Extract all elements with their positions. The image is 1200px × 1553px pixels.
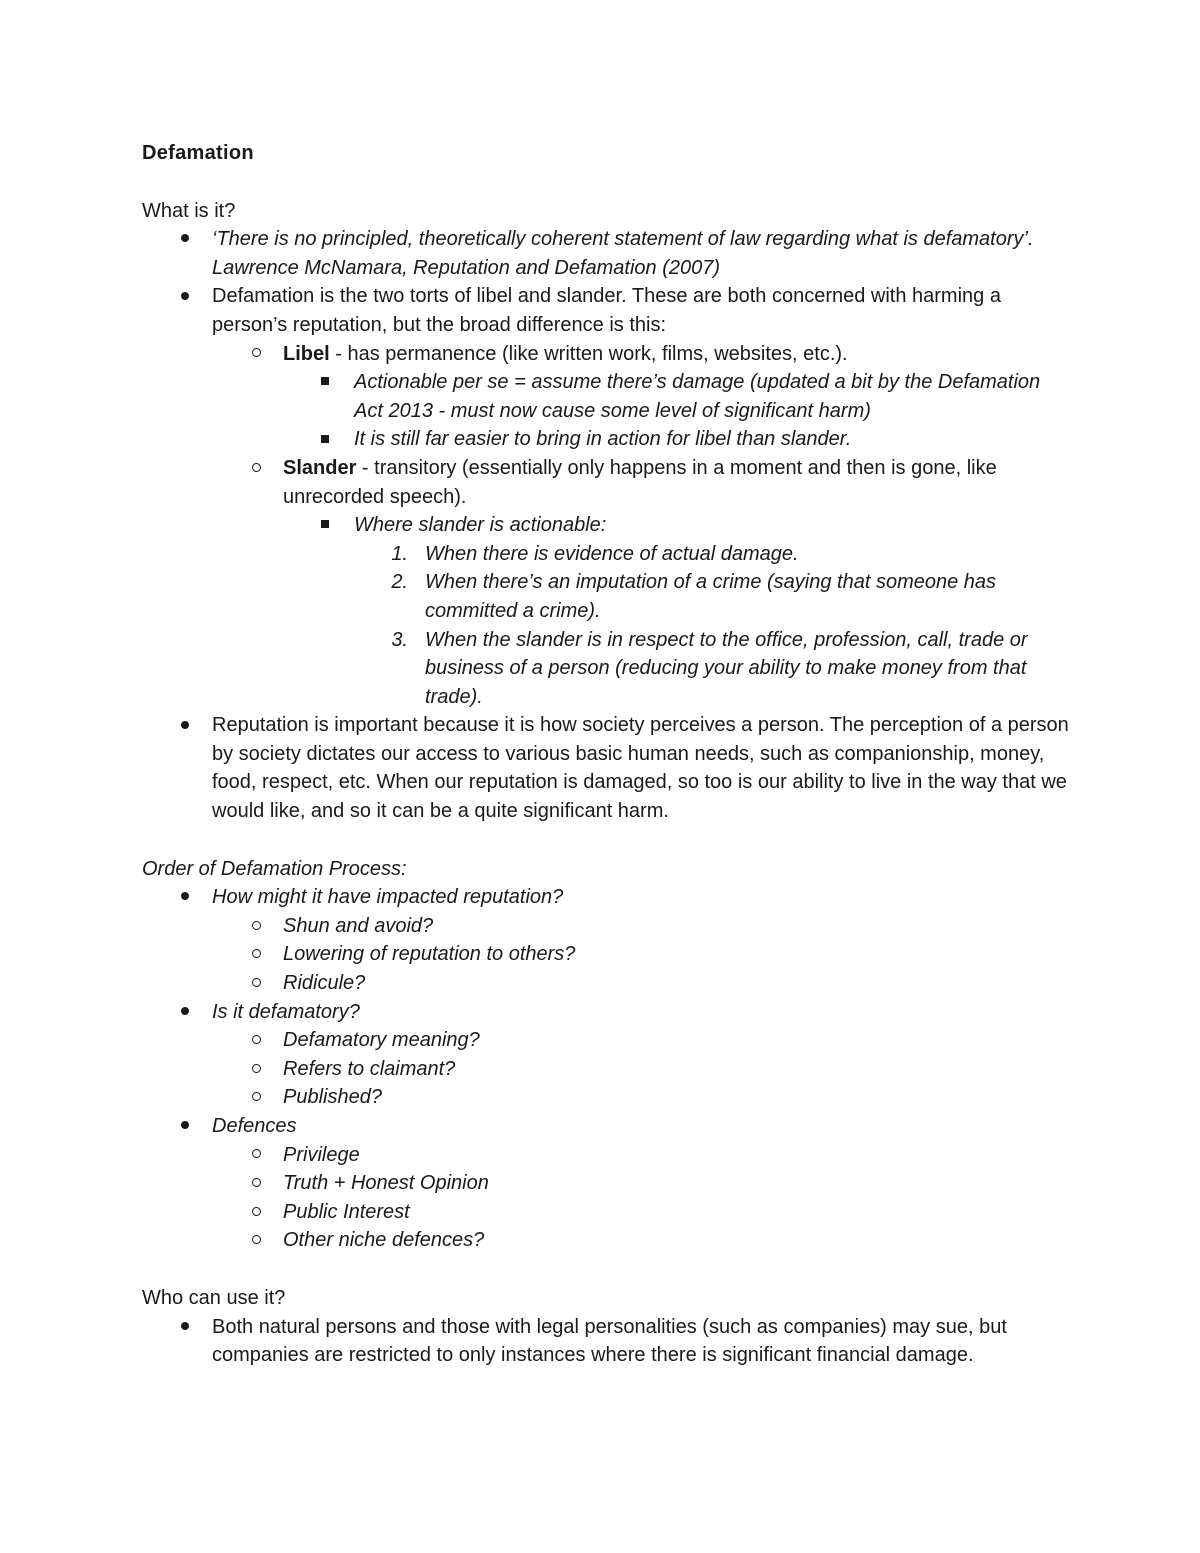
bullet-circle-icon: [246, 1141, 266, 1170]
bullet-circle-icon: [246, 969, 266, 998]
list-item-reputation: Reputation is important because it is how society perceives a person. The perception of a person by society dictates our access to various basic human needs, such as companionship, money, food, respect, etc. When our reputation is damaged, so too is our ability to live in the way that we would like, and so it can be a quite significant harm.: [142, 711, 1072, 825]
bullet-dot-icon: [175, 883, 195, 912]
bullet-circle-icon: [246, 1226, 266, 1255]
bullet-dot-icon: [175, 998, 195, 1027]
who-list: [142, 1313, 1072, 1370]
list-item-quote: ‘There is no principled, theoretically coherent statement of law regarding what is defamatory’. Lawrence McNamara, Reputation and Defamation (2007): [142, 225, 1072, 282]
section-heading-what-is-it: What is it?: [142, 199, 236, 222]
process-step: Is it defamatory?: [142, 998, 1072, 1027]
document-page: [142, 139, 1072, 1370]
bullet-dot-icon: [175, 1112, 195, 1141]
bullet-circle-icon: [246, 1198, 266, 1227]
process-step: Defences: [142, 1112, 1072, 1141]
bullet-dot-icon: [175, 225, 195, 254]
bullet-circle-icon: [246, 1055, 266, 1084]
process-sub-item: Ridicule?: [142, 969, 1072, 998]
bullet-square-icon: [315, 511, 335, 540]
process-list: [142, 883, 1072, 1255]
list-item-slander: Slander - transitory (essentially only happens in a moment and then is gone, like unrecorded speech).: [142, 454, 1072, 511]
what-is-it-list: [142, 225, 1072, 825]
numbered-item: 2. When there’s an imputation of a crime (saying that someone has committed a crime).: [142, 568, 1072, 625]
numbered-item: 3. When the slander is in respect to the office, profession, call, trade or business of a person (reducing your ability to make money from that trade).: [142, 626, 1072, 712]
section-heading-process: Order of Defamation Process:: [142, 857, 407, 880]
process-sub-item: Public Interest: [142, 1198, 1072, 1227]
bullet-circle-icon: [246, 1083, 266, 1112]
bullet-dot-icon: [175, 1313, 195, 1342]
item-number: 2.: [391, 571, 408, 594]
bullet-square-icon: [315, 368, 335, 397]
item-number: 3.: [391, 628, 408, 651]
term-slander: Slander: [283, 456, 357, 479]
bullet-dot-icon: [175, 282, 195, 311]
list-item-libel: Libel - has permanence (like written work, films, websites, etc.).: [142, 340, 1072, 369]
item-number: 1.: [391, 542, 408, 565]
process-sub-item: Published?: [142, 1083, 1072, 1112]
list-item-slander-actionable: Where slander is actionable:: [142, 511, 1072, 540]
bullet-circle-icon: [246, 1169, 266, 1198]
bullet-dot-icon: [175, 711, 195, 740]
list-item-who: Both natural persons and those with legal personalities (such as companies) may sue, but companies are restricted to only instances where there is significant financial damage.: [142, 1313, 1072, 1370]
process-sub-item: Refers to claimant?: [142, 1055, 1072, 1084]
list-item-libel-point: Actionable per se = assume there’s damage (updated a bit by the Defamation Act 2013 - must now cause some level of significant harm): [142, 368, 1072, 425]
process-sub-item: Lowering of reputation to others?: [142, 940, 1072, 969]
bullet-circle-icon: [246, 340, 266, 369]
process-sub-item: Shun and avoid?: [142, 912, 1072, 941]
process-sub-item: Privilege: [142, 1141, 1072, 1170]
process-sub-item: Other niche defences?: [142, 1226, 1072, 1255]
bullet-square-icon: [315, 425, 335, 454]
process-sub-item: Truth + Honest Opinion: [142, 1169, 1072, 1198]
numbered-item: 1. When there is evidence of actual damage.: [142, 540, 1072, 569]
bullet-circle-icon: [246, 1026, 266, 1055]
section-heading-who: Who can use it?: [142, 1286, 286, 1309]
bullet-circle-icon: [246, 940, 266, 969]
document-title: Defamation: [142, 142, 254, 164]
list-item-torts: Defamation is the two torts of libel and slander. These are both concerned with harming a person’s reputation, but the broad difference is this:: [142, 282, 1072, 339]
list-item-libel-point: It is still far easier to bring in action for libel than slander.: [142, 425, 1072, 454]
bullet-circle-icon: [246, 912, 266, 941]
term-libel: Libel: [283, 342, 330, 365]
process-sub-item: Defamatory meaning?: [142, 1026, 1072, 1055]
bullet-circle-icon: [246, 454, 266, 483]
process-step: How might it have impacted reputation?: [142, 883, 1072, 912]
